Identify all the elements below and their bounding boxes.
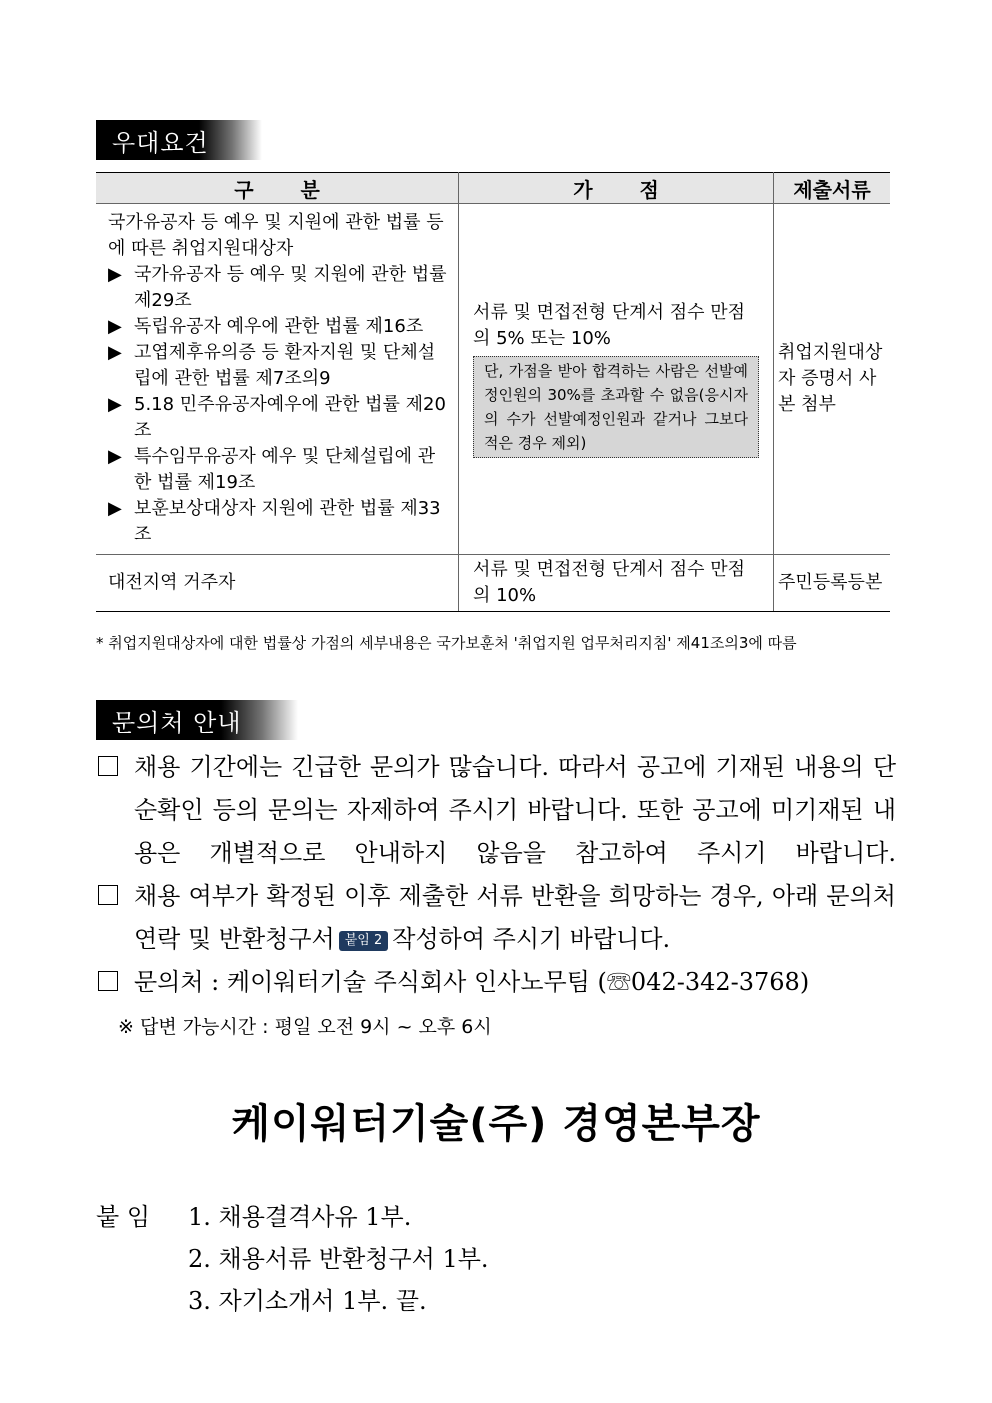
benefits-section-title: 우대요건 (96, 120, 262, 160)
triangle-bullet-icon: ▶ (108, 264, 122, 285)
signature-title: 케이워터기술(주) 경영본부장 (231, 1101, 761, 1147)
points-cell (459, 204, 774, 555)
table-row (96, 555, 890, 612)
triangle-bullet-icon: ▶ (108, 342, 122, 363)
table-row (96, 204, 890, 555)
response-hours: ※ 답변 가능시간 : 평일 오전 9시 ~ 오후 6시 (118, 1016, 492, 1038)
category-intro: 국가유공자 등 예우 및 지원에 관한 법률 등에 따른 취업지원대상자 (108, 212, 444, 259)
attachments (96, 1196, 489, 1322)
points-cell: 서류 및 면접전형 단계서 점수 만점의 10% (459, 555, 774, 612)
category-cell: 대전지역 거주자 (96, 555, 459, 612)
list-item: 채용 기간에는 긴급한 문의가 많습니다. 따라서 공고에 기재된 내용의 단순확인 등의 문의는 자제하여 주시기 바랍니다. 또한 공고에 미기재된 내용은 개별적으로 안내하지 않음을 참고하여 주시기 바랍니다. (96, 746, 896, 875)
category-cell (96, 204, 459, 555)
benefits-footnote: * 취업지원대상자에 대한 법률상 가점의 세부내용은 국가보훈처 '취업지원 업무처리지침' 제41조의3에 따름 (96, 634, 797, 652)
checkbox-icon (98, 756, 118, 776)
header-category: 구 분 (96, 173, 459, 204)
attachment-badge: 붙임 2 (339, 931, 389, 951)
checkbox-icon (98, 971, 118, 991)
list-item: ▶ 국가유공자 등 예우 및 지원에 관한 법률 제29조 (108, 262, 450, 314)
triangle-bullet-icon: ▶ (108, 316, 122, 337)
docs-cell: 취업지원대상자 증명서 사본 첨부 (774, 204, 891, 555)
list-item: ▶ 특수임무유공자 예우 및 단체설립에 관한 법률 제19조 (108, 444, 450, 496)
docs-cell: 주민등록등본 (774, 555, 891, 612)
list-item: ▶ 독립유공자 예우에 관한 법률 제16조 (108, 314, 450, 340)
inquiry-section-title: 문의처 안내 (96, 700, 298, 740)
triangle-bullet-icon: ▶ (108, 446, 122, 467)
list-item: ▶ 보훈보상대상자 지원에 관한 법률 제33조 (108, 496, 450, 548)
points-note: 단, 가점을 받아 합격하는 사람은 선발예정인원의 30%를 초과할 수 없음(응시자의 수가 선발예정인원과 같거나 그보다 적은 경우 제외) (473, 356, 759, 458)
list-item: ▶ 5.18 민주유공자예우에 관한 법률 제20조 (108, 392, 450, 444)
header-docs: 제출서류 (774, 173, 891, 204)
attachments-label: 붙 임 (96, 1203, 150, 1231)
list-item: 문의처 : 케이워터기술 주식회사 인사노무팀 (☏042-342-3768) (96, 961, 896, 1004)
checkbox-icon (98, 885, 118, 905)
list-item: 3. 자기소개서 1부. 끝. (188, 1287, 427, 1315)
list-item: 2. 채용서류 반환청구서 1부. (188, 1245, 489, 1273)
header-points: 가 점 (459, 173, 774, 204)
list-item: ▶ 고엽제후유의증 등 환자지원 및 단체설립에 관한 법률 제7조의9 (108, 340, 450, 392)
benefits-table (96, 172, 890, 612)
triangle-bullet-icon: ▶ (108, 498, 122, 519)
list-item: 1. 채용결격사유 1부. (188, 1203, 412, 1231)
inquiry-list (96, 746, 896, 1004)
list-item: 채용 여부가 확정된 이후 제출한 서류 반환을 희망하는 경우, 아래 문의처 연락 및 반환청구서 붙임 2 작성하여 주시기 바랍니다. (96, 875, 896, 961)
points-text: 서류 및 면접전형 단계서 점수 만점의 5% 또는 10% (473, 302, 746, 349)
triangle-bullet-icon: ▶ (108, 394, 122, 415)
